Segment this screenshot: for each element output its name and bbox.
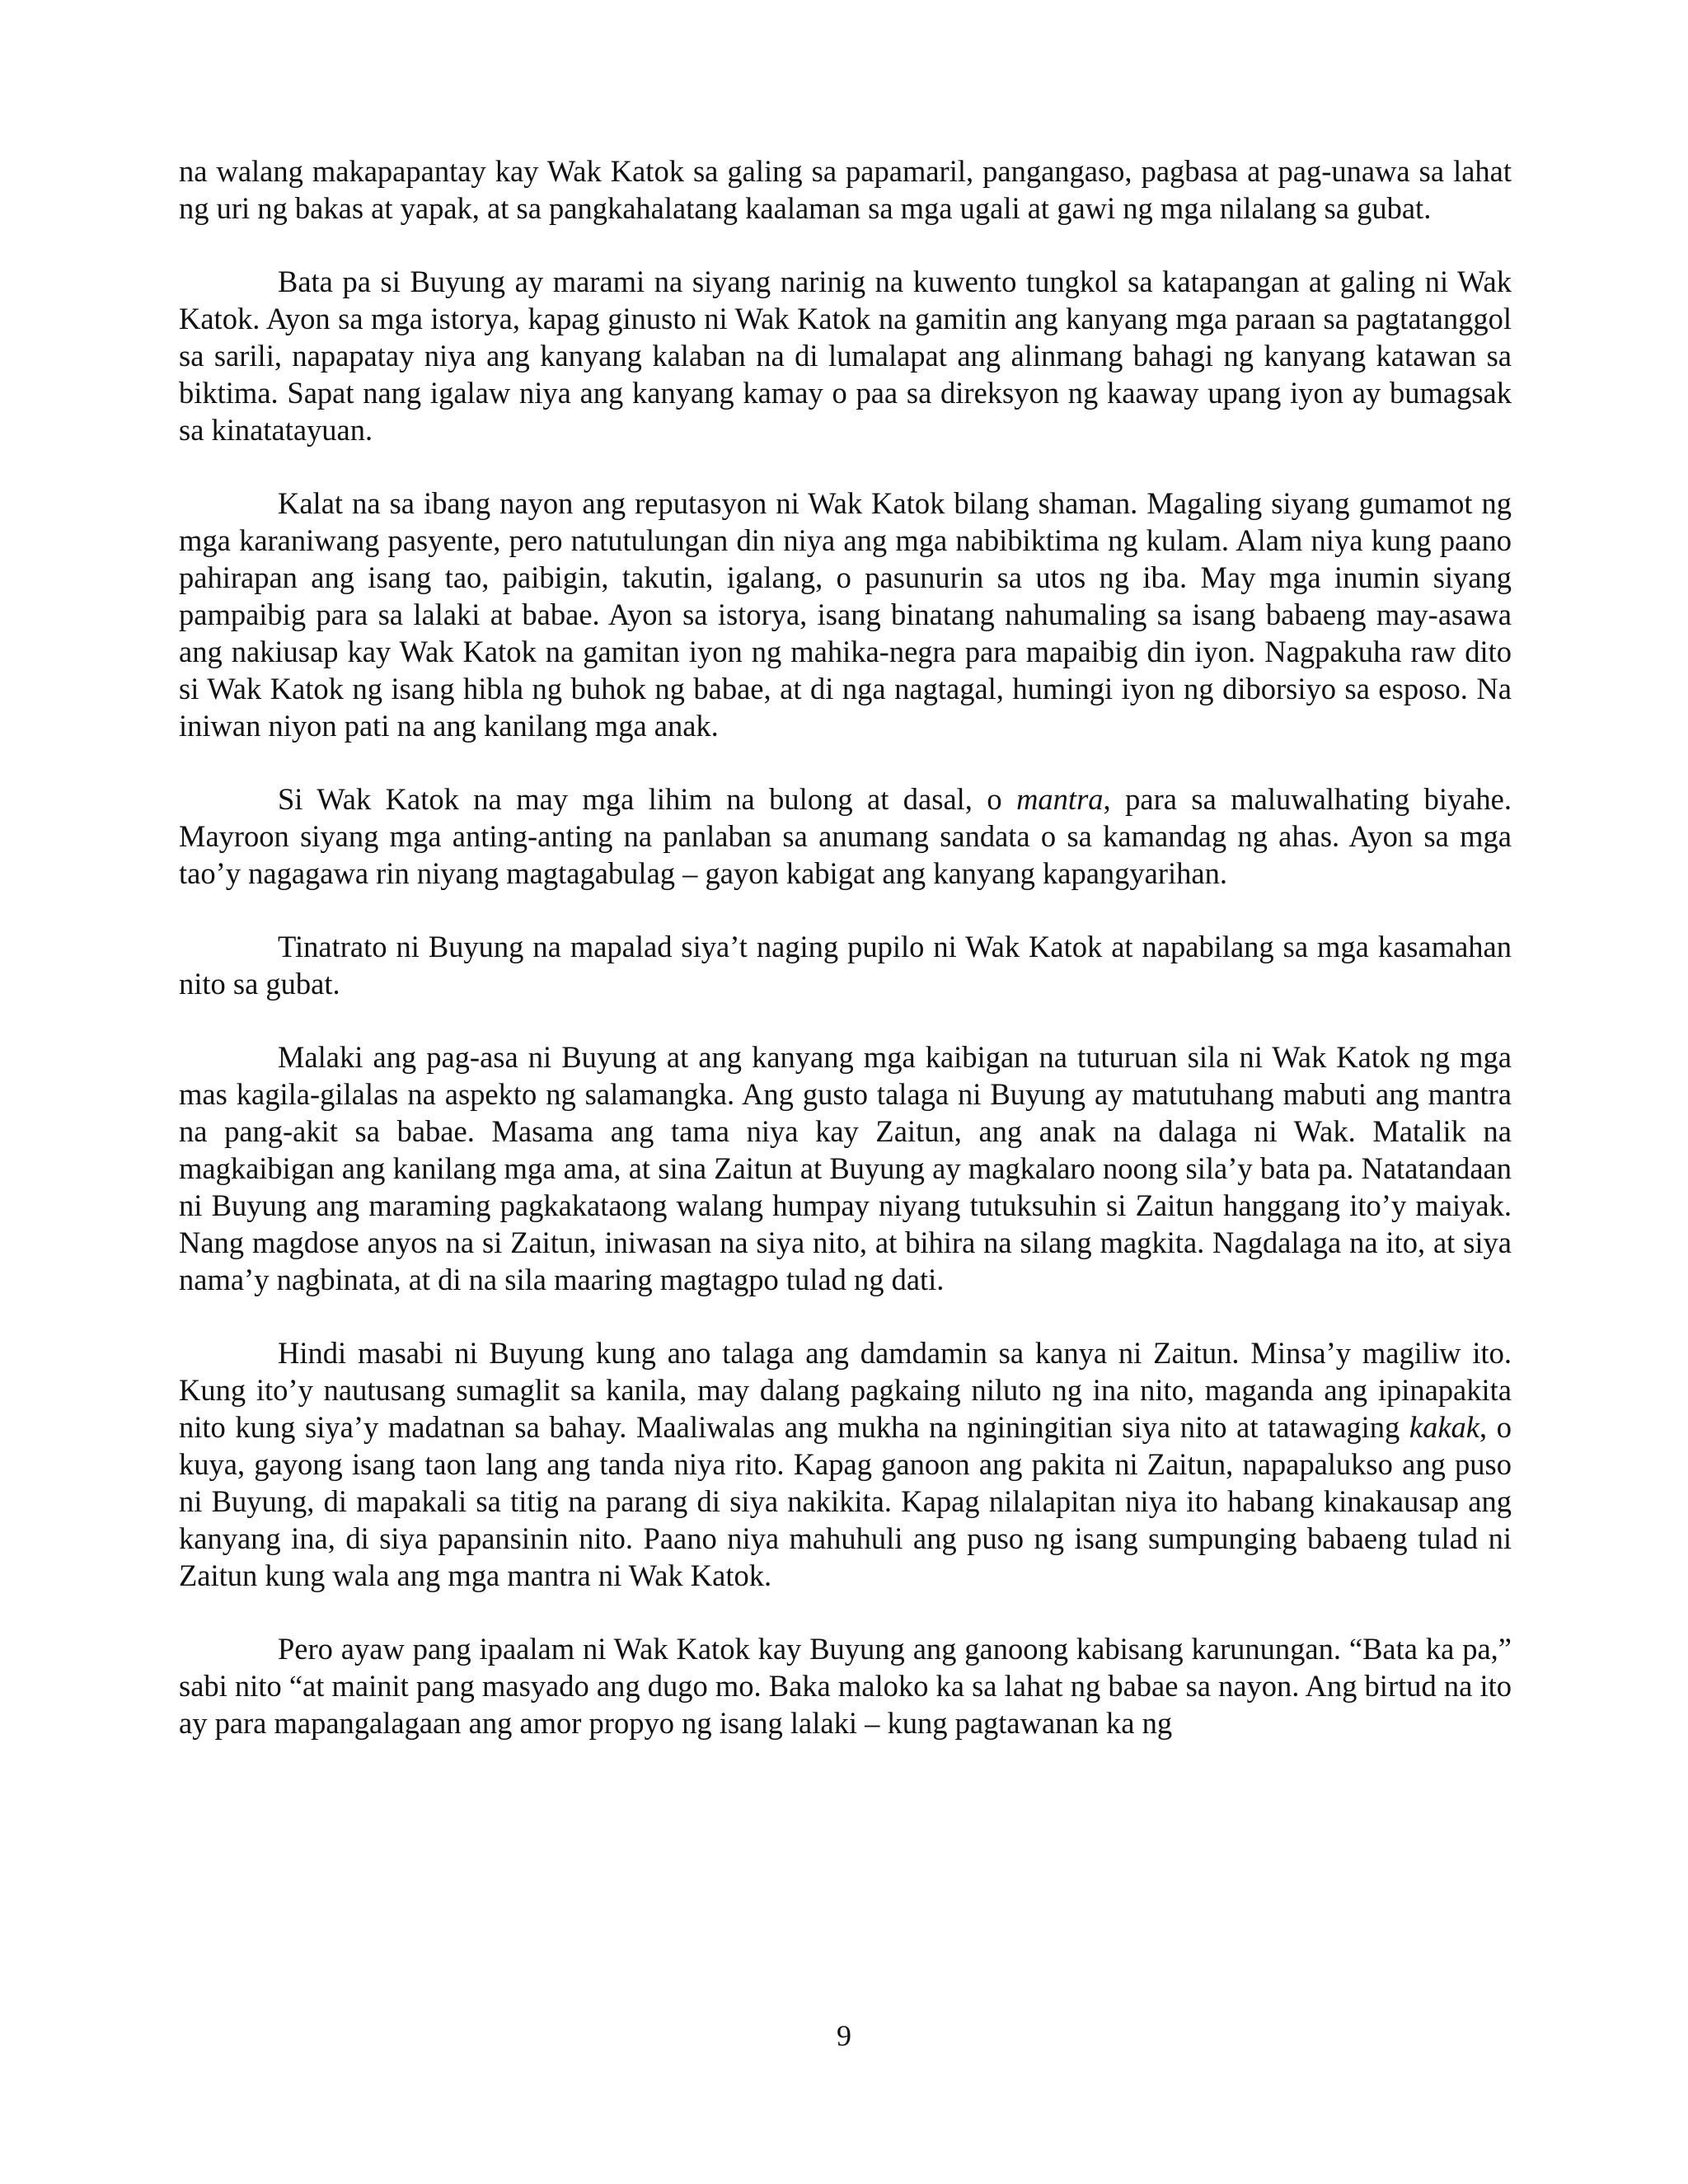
italic-term-kakak: kakak	[1409, 1410, 1479, 1444]
paragraph-5-text: Tinatrato ni Buyung na mapalad siya’t naging pupilo ni Wak Katok at napabilang sa mga kasamahan nito sa gubat.	[179, 930, 1512, 1001]
paragraph-4-text-a: Si Wak Katok na may mga lihim na bulong at dasal, o	[278, 782, 1017, 816]
paragraph-7	[179, 1334, 1512, 1594]
paragraph-6-text: Malaki ang pag-asa ni Buyung at ang kanyang mga kaibigan na tuturuan sila ni Wak Katok ng mga mas kagila-gilalas na aspekto ng salamangka. Ang gusto talaga ni Buyung ay matutuhang mabuti ang mantra na pang-akit sa babae. Masama ang tama niya kay Zaitun, ang anak na dalaga ni Wak. Matalik na magkaibigan ang kanilang mga ama, at sina Zaitun at Buyung ay magkalaro noong sila’y bata pa. Natatandaan ni Buyung ang maraming pagkakataong walang humpay niyang tutuksuhin si Zaitun hanggang ito’y maiyak. Nang magdose anyos na si Zaitun, iniwasan na siya nito, at bihira na silang magkita. Nagdalaga na ito, at siya nama’y nagbinata, at di na sila maaring magtagpo tulad ng dati.	[179, 1040, 1512, 1296]
page-number: 9	[837, 2019, 851, 2052]
paragraph-8-text: Pero ayaw pang ipaalam ni Wak Katok kay Buyung ang ganoong kabisang karunungan. “Bata ka pa,” sabi nito “at mainit pang masyado ang dugo mo. Baka maloko ka sa lahat ng babae sa nayon. Ang birtud na ito ay para mapangalagaan ang amor propyo ng isang lalaki – kung pagtawanan ka ng	[179, 1632, 1512, 1740]
paragraph-2	[179, 263, 1512, 448]
paragraph-5	[179, 928, 1512, 1002]
paragraph-1	[179, 152, 1512, 227]
paragraph-4	[179, 780, 1512, 892]
document-body	[179, 152, 1512, 1778]
paragraph-3	[179, 485, 1512, 744]
paragraph-6	[179, 1038, 1512, 1298]
paragraph-2-text: Bata pa si Buyung ay marami na siyang narinig na kuwento tungkol sa katapangan at galing ni Wak Katok. Ayon sa mga istorya, kapag ginusto ni Wak Katok na gamitin ang kanyang mga paraan sa pagtatanggol sa sarili, napapatay niya ang kanyang kalaban na di lumalapat ang alinmang bahagi ng kanyang katawan sa biktima. Sapat nang igalaw niya ang kanyang kamay o paa sa direksyon ng kaaway upang iyon ay bumagsak sa kinatatayuan.	[179, 265, 1512, 447]
paragraph-4-text-b: , para sa maluwalhating biyahe. Mayroon siyang mga anting-anting na panlaban sa anumang sandata o sa kamandag ng ahas. Ayon sa mga tao’y nagagawa rin niyang magtagabulag – gayon kabigat ang kanyang kapangyarihan.	[179, 782, 1512, 890]
paragraph-1-text: na walang makapapantay kay Wak Katok sa galing sa papamaril, pangangaso, pagbasa at pag-unawa sa lahat ng uri ng bakas at yapak, at sa pangkahalatang kaalaman sa mga ugali at gawi ng mga nilalang sa gubat.	[179, 154, 1512, 225]
paragraph-8	[179, 1630, 1512, 1741]
paragraph-7-text-b: , o kuya, gayong isang taon lang ang tanda niya rito. Kapag ganoon ang pakita ni Zaitun, napapalukso ang puso ni Buyung, di mapakali sa titig na parang di siya nakikita. Kapag nilalapitan niya ito habang kinakausap ang kanyang ina, di siya papansinin nito. Paano niya mahuhuli ang puso ng isang sumpunging babaeng tulad ni Zaitun kung wala ang mga mantra ni Wak Katok.	[179, 1410, 1512, 1592]
paragraph-7-text-a: Hindi masabi ni Buyung kung ano talaga ang damdamin sa kanya ni Zaitun. Minsa’y magiliw ito. Kung ito’y nautusang sumaglit sa kanila, may dalang pagkaing niluto ng ina nito, maganda ang ipinapakita nito kung siya’y madatnan sa bahay. Maaliwalas ang mukha na nginingitian siya nito at tatawaging	[179, 1336, 1512, 1444]
paragraph-3-text: Kalat na sa ibang nayon ang reputasyon ni Wak Katok bilang shaman. Magaling siyang gumamot ng mga karaniwang pasyente, pero natutulungan din niya ang mga nabibiktima ng kulam. Alam niya kung paano pahirapan ang isang tao, paibigin, takutin, igalang, o pasunurin sa utos ng iba. May mga inumin siyang pampaibig para sa lalaki at babae. Ayon sa istorya, isang binatang nahumaling sa isang babaeng may-asawa ang nakiusap kay Wak Katok na gamitan iyon ng mahika-negra para mapaibig din iyon. Nagpakuha raw dito si Wak Katok ng isang hibla ng buhok ng babae, at di nga nagtagal, humingi iyon ng diborsiyo sa esposo. Na iniwan niyon pati na ang kanilang mga anak.	[179, 486, 1512, 743]
italic-term-mantra: mantra	[1016, 782, 1104, 816]
